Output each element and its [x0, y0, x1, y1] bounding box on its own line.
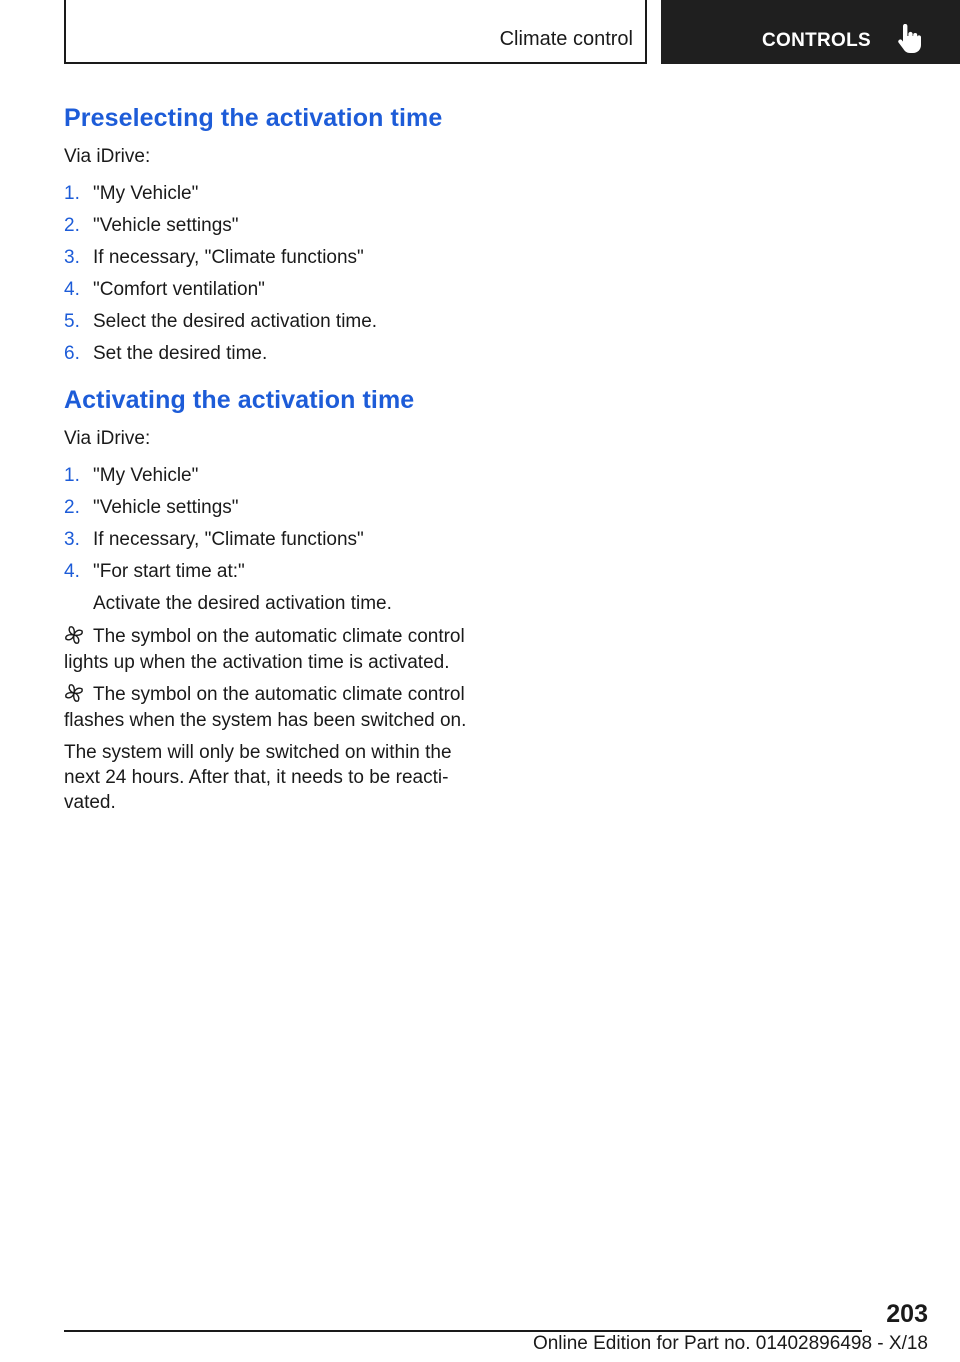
chapter-tab: [661, 0, 960, 64]
pointing-hand-icon: [895, 24, 921, 54]
page-number: 203: [886, 1300, 928, 1328]
section-activating: [64, 382, 474, 815]
fan-icon: [64, 625, 84, 645]
symbol-note: The symbol on the automatic climate control lights up when the activation time is activated.: [64, 626, 465, 673]
list-item: 4. "For start time at:" Activate the desired activation time.: [64, 556, 474, 620]
activation-note: The system will only be switched on within the next 24 hours. After that, it needs to be reacti- vated.: [64, 742, 452, 813]
page-content: [64, 100, 474, 815]
fan-icon: [64, 683, 84, 703]
symbol-note: The symbol on the automatic climate control flashes when the system has been switched on.: [64, 684, 467, 731]
list-item: 1. "My Vehicle": [64, 183, 199, 204]
list-item: 4. "Comfort ventilation": [64, 279, 265, 300]
list-item: 6. Set the desired time.: [64, 343, 268, 364]
list-item: 5. Select the desired activation time.: [64, 311, 378, 332]
via-idrive-label: Via iDrive:: [64, 146, 151, 167]
footer-divider: [64, 1330, 862, 1332]
step-sub-text: Activate the desired activation time.: [93, 593, 392, 614]
heading-activating: Activating the activation time: [64, 386, 415, 414]
chapter-tab-label: CONTROLS: [762, 30, 872, 51]
list-item: 3. If necessary, "Climate functions": [64, 529, 364, 550]
list-item: 1. "My Vehicle": [64, 465, 199, 486]
activate-steps-list: [64, 460, 474, 620]
section-title: Climate control: [499, 28, 633, 50]
via-idrive-label: Via iDrive:: [64, 428, 151, 449]
preselect-steps-list: [64, 178, 474, 370]
header-section-box: [64, 0, 647, 64]
list-item: 2. "Vehicle settings": [64, 215, 239, 236]
heading-preselecting: Preselecting the activation time: [64, 104, 443, 132]
footer-edition: Online Edition for Part no. 01402896498 - X/18: [532, 1333, 928, 1354]
list-item: 3. If necessary, "Climate functions": [64, 247, 364, 268]
list-item: 2. "Vehicle settings": [64, 497, 239, 518]
